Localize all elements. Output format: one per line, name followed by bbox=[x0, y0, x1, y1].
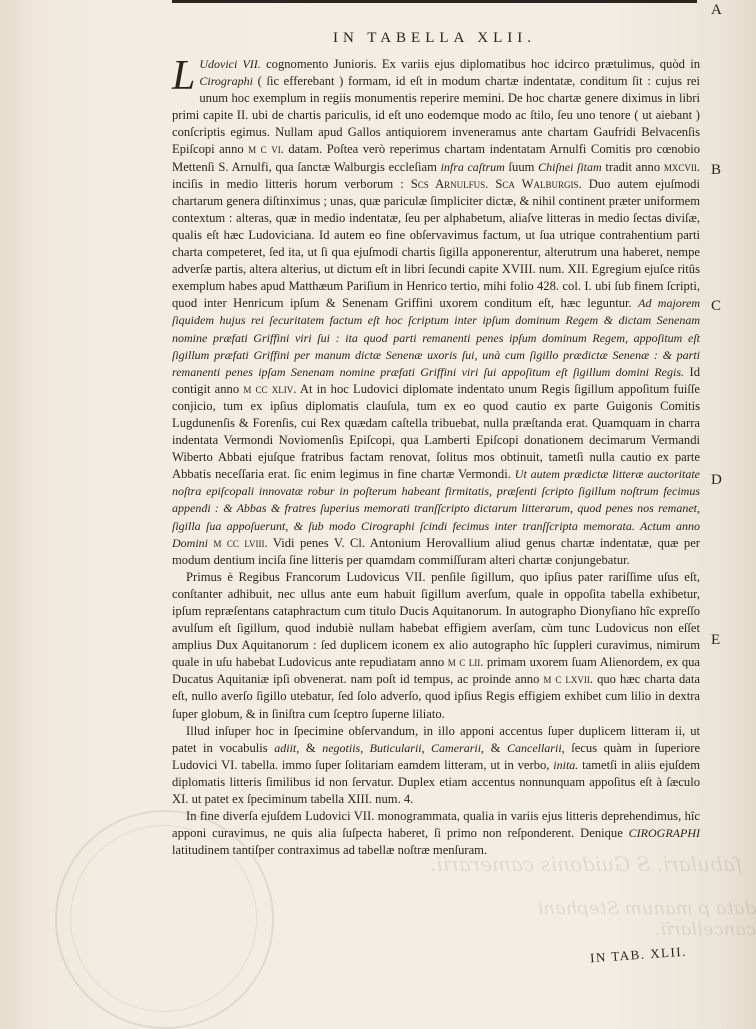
text-run: cognomento Junioris. Ex variis ejus diplomatibus hoc idcirco prætulimus, quòd in bbox=[260, 57, 701, 71]
text-run: ( ſic efferebant ) formam, id eſt in modum chartæ indentatæ, conditum ſit : cujus rei unum hoc exemplum in regiis monumentis reperire memini. De hoc chartæ genere diximus in libri primi capite II. ubi de chartis pariculis, id eſt uno eodemque modo ac ſtilo, ſeu uno tenore ( ut aiebant ) conſcriptis egimus. Nullam apud Gallos antiquiorem inveneramus ante chartam Gaufridi Belvacenſis Epiſcopi anno bbox=[172, 74, 700, 157]
catchword-footer: IN TAB. XLII. bbox=[589, 943, 688, 966]
body-text bbox=[172, 53, 701, 859]
margin-letter-d: D bbox=[711, 472, 722, 488]
italic-text: Udovici VII. bbox=[199, 57, 261, 71]
margin-letter-b: B bbox=[711, 162, 722, 178]
text-run: & bbox=[484, 740, 507, 755]
text-run: ſecus quàm in ſuperiore Ludovici VI. tabella. immo ſuper ſolitariam eamdem litteram, ut in verbo, bbox=[172, 740, 701, 772]
text-run: tametſi in aliis ejuſdem diplomatis litteris ſimilibus id non ſervatur. Duplex etiam accentus nonnunquam appoſitus eſt à ſæculo XI. ut patet ex ſpeciminum tabella XIII. num. 4. bbox=[172, 757, 700, 807]
text-run: Duo autem ejuſmodi chartarum genera diſtinximus ; unas, quæ pariculæ ſimpliciter dictæ, & nihil continent præter uniformem contextum : alteras, quæ in medio indentatæ, ſeu per alphabetum, aliaſve litteras in medio ſectas diviſæ, qualis eſt hæc Ludoviciana. Id autem eo fine obſervavimus factum, ut ſua utrique contrahentium parti charta competeret, ſed ita, ut ſi qua ejuſmodi chartis ſigilla apponerentur, alterutrum una haberet, nempe adverſæ partis, altera alterius, ut dictum eſt in libri ſecundi capite XVIII. num. XII. Egregium ejuſce ritûs exemplum habes apud Matthæum Pariſium in Henrico tertio, mihi folio 428. col. I. ubi ſub finem ſcripti, quod inter Henricum ipſum & Senenam Griffini uxorem conditum eſt, hæc leguntur. bbox=[172, 176, 700, 311]
text-run: In fine diverſa ejuſdem Ludovici VII. monogrammata, qualia in variis ejus litteris deprehendimus, hîc apponi curavimus, ne quis alia ſuſpecta haberet, ſi primo non reſponderent. Denique bbox=[172, 809, 700, 841]
bleed-through-line-2: data p manum Stephani cancellarii. bbox=[537, 898, 756, 940]
small-caps-text: m cc xliv. bbox=[243, 381, 297, 396]
text-run: tradit anno bbox=[601, 159, 664, 174]
text-run: Id contigit anno bbox=[172, 364, 700, 396]
paragraph bbox=[172, 569, 700, 723]
italic-text: adiit, bbox=[274, 740, 300, 755]
text-run: Primus è Regibus Francorum Ludovicus VII. penſile ſigillum, quo ipſius pater rariſſime uſus eſt, conſtanter adhibuit, nec ullus ante eum habuit ſigillum averſum, quale in oppoſita tabella exhibetur, ipſum repræſentans cataphractum cum titulo Ducis Aquitanorum. In autographo Dionyſiano hîc expreſſo avulſum eſt ſigillum, quod indubiè nullam habebat effigiem averſam, cùm tunc Ludovicus non eſſet amplius Dux Aquitanorum : ſed duplicem iconem ex alio autographo hîc ſuppleri curavimus, nimirum quale in uſu habebat Ludovicus ante repudiatam anno bbox=[172, 569, 700, 670]
bleed-through-line-1: fabulari. S Guidonis camerarii. bbox=[430, 852, 743, 876]
page-header: IN TABELLA XLII. bbox=[332, 30, 537, 46]
small-caps-text: Scs Arnulfus. Sca Walburgis. bbox=[410, 176, 582, 191]
italic-text: Ut autem prædictæ litteræ auctoritate noſtra epiſcopali innovatæ robur in poſterum habeant firmitatis, præſenti ſcripto ſigillum noſtrum fecimus appendi : & Abbas & fratres ſuperius memorati tranſſcripto dictarum litterarum, quod penes nos remanet, ſigilla ſua appoſuerunt, & ſub modo Cirographi ſcindi fecimus inter tranſſcripta memorata. Actum anno Domini bbox=[172, 467, 700, 550]
text-run: At in hoc Ludovici diplomate indentato unum Regis ſigillum appoſitum fuiſſe conjicio, tum ex ipſius diplomatis clauſula, tum ex eo quod cautio ex parte Guigonis Comitis Lugdunenſis & Forenſis, cui Rex quædam caſtella tribuebat, nulla præſtanda erat. Quamquam in charra indentata Vermondi Noviomenſis Epiſcopi, qua Lamberti Epiſcopi donationem decimarum Vermandi Wiberto Abbati ejuſque fratribus factam renovat, ſolitus mos obtinuit, tametſi nulla cautio ex parte Abbatis neceſſaria erat. ſic enim legimus in fine chartæ Vermondi. bbox=[172, 381, 700, 482]
paragraph bbox=[172, 723, 700, 808]
text-run: quo hæc charta data eſt, nullo averſo ſigillo utebatur, ſed ſolo adverſo, quod ipſius Regis effigiem exhibet cum lilio in dextra ſuper globum, & in ſiniſtra cum ſceptro ſuperne liliato. bbox=[172, 672, 700, 721]
text-run: latitudinem tantiſper contraximus ad tabellæ noſtræ menſuram. bbox=[172, 843, 488, 858]
top-rule bbox=[172, 0, 697, 3]
text-run: primam uxorem ſuam Alienordem, ex qua Ducatus Aquitaniæ ipſi obvenerat. nam poſt id tempus, ac proinde anno bbox=[172, 655, 700, 687]
italic-text: Ad majorem ſiquidem hujus rei ſecuritatem factum eſt hoc ſcriptum inter ipſum dominum Regem & dictam Senenam nomine præfati Griffini viri ſui : ita quod parti remanenti penes ipſum dominum Regem, appoſitum eſt ſigillum præfati Griffini per manum dictæ Senenæ uxoris ſui, unà cum ſigillo prædictæ Senenæ : & parti remanenti penes ipſam Senenam nomine præfati Griffini viri ſui appoſitum eſt ſigillum domini Regis. bbox=[172, 296, 701, 379]
text-run: Illud inſuper hoc in ſpecimine obſervandum, in illo apponi accentus ſuper duplicem litteram ii, ut patet in vocabulis bbox=[172, 723, 700, 755]
text-run: inciſis in medio litteris horum verborum : bbox=[172, 176, 411, 191]
margin-letter-c: C bbox=[711, 298, 722, 314]
small-caps-text: mxcvii. bbox=[663, 159, 701, 174]
italic-text: infra caſtrum bbox=[440, 159, 505, 174]
paragraph bbox=[172, 808, 700, 859]
paragraph bbox=[172, 53, 701, 569]
margin-letter-a: A bbox=[711, 2, 722, 18]
small-caps-text: m c vi. bbox=[248, 142, 284, 157]
small-caps-text: m c lii. bbox=[447, 655, 484, 670]
text-run: & bbox=[299, 740, 323, 755]
text-run: ſuum bbox=[504, 159, 539, 174]
text-run: Vidi penes V. Cl. Antonium Herovallium aliud genus chartæ indentatæ, quæ per modum dentium inciſa ſine litteris per quamdam commiſſuram alteri chartæ conjungebatur. bbox=[172, 535, 700, 567]
small-caps-text: m c lxvii. bbox=[543, 672, 594, 687]
text-run: datam. Poſtea verò reperimus chartam indentatam Arnulfi Comitis pro cœnobio Mettenſi S. Arnulfi, qua ſanctæ Walburgis eccleſiam bbox=[172, 142, 700, 174]
italic-text: negotiis, Buticularii, Camerarii, bbox=[322, 740, 485, 755]
italic-text: inita. bbox=[553, 757, 579, 772]
italic-text: CIROGRAPHI bbox=[628, 826, 700, 841]
italic-text: Chiſnei ſitam bbox=[538, 159, 602, 174]
drop-cap: L bbox=[172, 53, 196, 99]
small-caps-text: m cc lviii. bbox=[213, 535, 268, 550]
italic-text: Cirographi bbox=[199, 74, 253, 89]
margin-letter-e: E bbox=[711, 632, 721, 648]
italic-text: Cancellarii, bbox=[506, 740, 565, 755]
